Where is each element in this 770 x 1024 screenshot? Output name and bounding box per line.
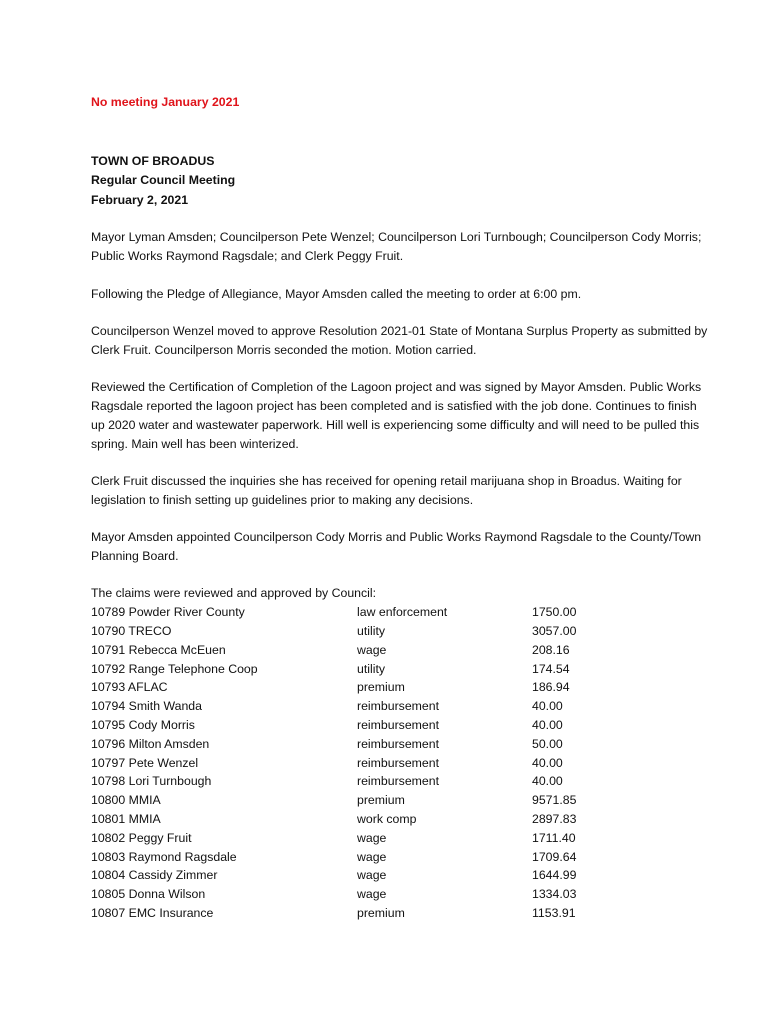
claim-payee: 10795 Cody Morris <box>91 717 195 732</box>
claims-list <box>91 603 711 923</box>
claim-row <box>91 791 711 810</box>
meeting-type: Regular Council Meeting <box>91 173 236 188</box>
claim-payee: 10803 Raymond Ragsdale <box>91 849 237 864</box>
claim-category: utility <box>357 624 386 638</box>
claim-row <box>91 697 711 716</box>
claim-row <box>91 772 711 791</box>
document-page <box>91 92 711 923</box>
claim-payee: 10800 MMIA <box>91 793 161 808</box>
claim-amount: 1750.00 <box>532 605 577 620</box>
claim-amount: 1153.91 <box>532 905 576 920</box>
claim-amount: 1711.40 <box>532 830 576 845</box>
claim-payee: 10798 Lori Turnbough <box>91 774 212 789</box>
claim-row <box>91 810 711 829</box>
claim-category: premium <box>357 793 405 808</box>
resolution-paragraph: Councilperson Wenzel moved to approve Resolution 2021-01 State of Montana Surplus Property as submitted by Clerk Fruit. Councilperson Morris seconded the motion. Motion carried. <box>91 324 708 357</box>
lagoon-project-paragraph: Reviewed the Certification of Completion of the Lagoon project and was signed by Mayor Amsden. Public Works Ragsdale reported the lagoon project has been completed and is satisfied with the job done. Continues to finish up 2020 water and wastewater paperwork. Hill well is experiencing some difficulty and will need to be pulled this spring. Main well has been winterized. <box>91 380 702 451</box>
claim-category: law enforcement <box>357 605 448 620</box>
claim-category: premium <box>357 905 405 920</box>
meeting-date: February 2, 2021 <box>91 192 189 207</box>
claim-amount: 40.00 <box>532 774 563 789</box>
claim-category: reimbursement <box>357 774 440 789</box>
claim-row <box>91 660 711 679</box>
claim-category: premium <box>357 680 405 695</box>
claim-category: work comp <box>357 811 417 826</box>
claim-category: wage <box>357 849 387 864</box>
claim-amount: 2897.83 <box>532 811 577 826</box>
claim-payee: 10789 Powder River County <box>91 605 245 620</box>
claim-amount: 40.00 <box>532 699 563 714</box>
claim-amount: 208.16 <box>532 642 570 657</box>
call-to-order-paragraph: Following the Pledge of Allegiance, Mayor Amsden called the meeting to order at 6:00 pm. <box>91 286 582 301</box>
claim-row <box>91 622 711 641</box>
claim-category: reimbursement <box>357 736 440 751</box>
claim-row <box>91 735 711 754</box>
claim-row <box>91 716 711 735</box>
claim-payee: 10804 Cassidy Zimmer <box>91 868 218 883</box>
claim-amount: 1709.64 <box>532 849 577 864</box>
claim-payee: 10807 EMC Insurance <box>91 905 214 920</box>
claim-amount: 9571.85 <box>532 793 577 808</box>
meeting-heading <box>91 152 711 210</box>
claim-payee: 10792 Range Telephone Coop <box>91 661 258 676</box>
claim-category: wage <box>357 868 387 883</box>
claim-amount: 1334.03 <box>532 887 577 902</box>
claims-intro: The claims were reviewed and approved by Council: <box>91 586 377 601</box>
claim-amount: 1644.99 <box>532 868 577 883</box>
no-meeting-notice: No meeting January 2021 <box>91 95 240 109</box>
claim-category: reimbursement <box>357 755 440 770</box>
claim-payee: 10801 MMIA <box>91 811 161 826</box>
planning-board-paragraph: Mayor Amsden appointed Councilperson Cody Morris and Public Works Raymond Ragsdale to the County/Town Planning Board. <box>91 530 702 564</box>
claim-amount: 186.94 <box>532 680 570 695</box>
claim-payee: 10805 Donna Wilson <box>91 887 206 902</box>
marijuana-inquiry-paragraph: Clerk Fruit discussed the inquiries she has received for opening retail marijuana shop in Broadus. Waiting for legislation to finish setting up guidelines prior to making any decisions. <box>91 474 682 507</box>
attendees-paragraph: Mayor Lyman Amsden; Councilperson Pete Wenzel; Councilperson Lori Turnbough; Councilperson Cody Morris; Public Works Raymond Ragsdale; and Clerk Peggy Fruit. <box>91 230 702 264</box>
claim-payee: 10796 Milton Amsden <box>91 736 210 751</box>
claim-payee: 10791 Rebecca McEuen <box>91 642 226 657</box>
claim-row <box>91 866 711 885</box>
claim-category: wage <box>357 887 387 902</box>
claim-amount: 40.00 <box>532 717 563 732</box>
claim-payee: 10794 Smith Wanda <box>91 699 202 714</box>
claim-amount: 50.00 <box>532 736 563 751</box>
claim-row <box>91 829 711 848</box>
claim-row <box>91 848 711 867</box>
claim-row <box>91 641 711 660</box>
claim-row <box>91 678 711 697</box>
claim-category: reimbursement <box>357 717 440 732</box>
claim-row <box>91 904 711 923</box>
claim-category: wage <box>357 642 387 657</box>
claim-amount: 40.00 <box>532 755 563 770</box>
claim-payee: 10793 AFLAC <box>91 680 168 695</box>
claim-category: wage <box>357 830 387 845</box>
claim-payee: 10802 Peggy Fruit <box>91 830 192 845</box>
claim-amount: 174.54 <box>532 661 570 676</box>
claim-payee: 10797 Pete Wenzel <box>91 755 199 770</box>
claim-amount: 3057.00 <box>532 624 577 638</box>
claim-row <box>91 885 711 904</box>
claim-payee: 10790 TRECO <box>91 624 172 638</box>
town-name: TOWN OF BROADUS <box>91 154 215 168</box>
claim-row <box>91 603 711 622</box>
claim-category: reimbursement <box>357 699 440 714</box>
claim-category: utility <box>357 661 386 676</box>
claim-row <box>91 754 711 773</box>
